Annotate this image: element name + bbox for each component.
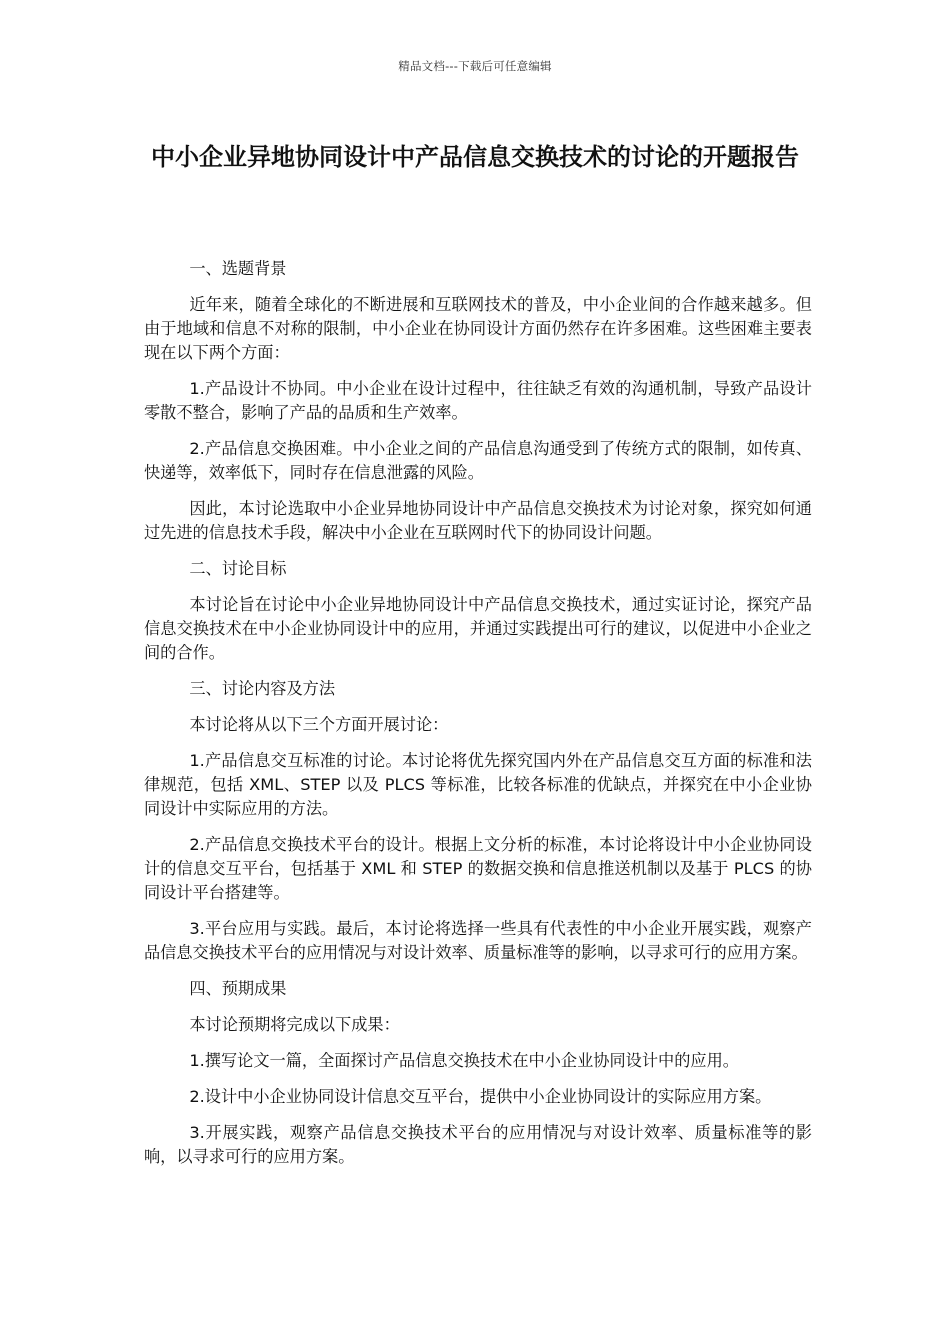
paragraph: 1.产品信息交互标准的讨论。本讨论将优先探究国内外在产品信息交互方面的标准和法律规范，包括 XML、STEP 以及 PLCS 等标准，比较各标准的优缺点，并探究在中小企业协同设计中实际应用的方法。	[144, 751, 812, 818]
paragraph: 因此，本讨论选取中小企业异地协同设计中产品信息交换技术为讨论对象，探究如何通过先进的信息技术手段，解决中小企业在互联网时代下的协同设计问题。	[144, 499, 812, 542]
paragraph: 本讨论旨在讨论中小企业异地协同设计中产品信息交换技术，通过实证讨论，探究产品信息交换技术在中小企业协同设计中的应用，并通过实践提出可行的建议，以促进中小企业之间的合作。	[144, 595, 812, 662]
paragraph: 本讨论将从以下三个方面开展讨论：	[189, 715, 449, 734]
paragraph: 2.设计中小企业协同设计信息交互平台，提供中小企业协同设计的实际应用方案。	[189, 1087, 772, 1106]
paragraph: 本讨论预期将完成以下成果：	[189, 1015, 400, 1034]
header-note: 精品文档---下载后可任意编辑	[398, 59, 552, 73]
paragraph: 1.产品设计不协同。中小企业在设计过程中，往往缺乏有效的沟通机制，导致产品设计零散不整合，影响了产品的品质和生产效率。	[144, 379, 812, 422]
paragraph: 2.产品信息交换困难。中小企业之间的产品信息沟通受到了传统方式的限制，如传真、快递等，效率低下，同时存在信息泄露的风险。	[144, 439, 812, 482]
paragraph: 1.撰写论文一篇，全面探讨产品信息交换技术在中小企业协同设计中的应用。	[189, 1051, 739, 1070]
paragraph: 3.开展实践，观察产品信息交换技术平台的应用情况与对设计效率、质量标准等的影响，以寻求可行的应用方案。	[144, 1123, 812, 1166]
document-body	[144, 257, 812, 1181]
section-heading-background: 一、选题背景	[189, 259, 287, 278]
section-heading-expected-results: 四、预期成果	[189, 979, 287, 998]
paragraph: 近年来，随着全球化的不断进展和互联网技术的普及，中小企业间的合作越来越多。但由于地域和信息不对称的限制，中小企业在协同设计方面仍然存在许多困难。这些困难主要表现在以下两个方面：	[144, 295, 812, 362]
paragraph: 3.平台应用与实践。最后，本讨论将选择一些具有代表性的中小企业开展实践，观察产品信息交换技术平台的应用情况与对设计效率、质量标准等的影响，以寻求可行的应用方案。	[144, 919, 812, 962]
section-heading-content-methods: 三、讨论内容及方法	[189, 679, 336, 698]
paragraph: 2.产品信息交换技术平台的设计。根据上文分析的标准，本讨论将设计中小企业协同设计的信息交互平台，包括基于 XML 和 STEP 的数据交换和信息推送机制以及基于 PLCS 的协同设计平台搭建等。	[144, 835, 812, 902]
section-heading-objectives: 二、讨论目标	[189, 559, 287, 578]
document-title: 中小企业异地协同设计中产品信息交换技术的讨论的开题报告	[151, 143, 799, 171]
